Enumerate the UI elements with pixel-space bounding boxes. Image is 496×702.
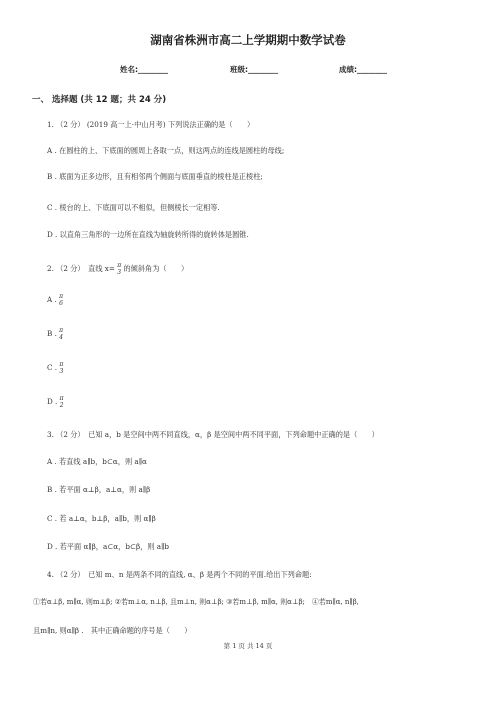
option-label: C .: [47, 363, 58, 372]
question-2-stem: [47, 262, 188, 276]
question-1-stem: 1. （2 分） (2019 高一上·中山月考) 下列说法正确的是（ ）: [47, 120, 255, 129]
fraction-pi-over-2: [60, 395, 64, 409]
question-2-option-c: [47, 361, 63, 375]
fraction-denominator: 3: [117, 269, 122, 276]
question-4-stem: 4. （2 分） 已知 m、n 是两条不同的直线, α、β 是两个不同的平面.给出下列命题:: [47, 570, 312, 579]
page-footer: 第 1 页 共 14 页: [223, 642, 273, 650]
fraction-numerator: π: [59, 327, 64, 334]
question-3-option-c: C . 若 a⊥α，b⊥β，a∥b，则 α∥β: [47, 514, 156, 523]
fraction-numerator: π: [59, 293, 64, 300]
question-3-option-d: D . 若平面 α∥β，a⊂α，b⊂β，则 a∥b: [47, 542, 169, 551]
question-2-stem-prefix: 2. （2 分） 直线 x=: [47, 264, 115, 273]
question-1-option-b: B . 底面为正多边形，且有相邻两个侧面与底面垂直的棱柱是正棱柱;: [47, 172, 263, 181]
question-2-option-a: [47, 293, 63, 307]
question-1-option-a: A . 在圆柱的上、下底面的圆周上各取一点，则这两点的连线是圆柱的母线;: [47, 146, 285, 155]
fraction-pi-over-3: [117, 262, 121, 276]
question-1-option-d: D . 以直角三角形的一边所在直线为轴旋转所得的旋转体是圆锥.: [47, 230, 249, 239]
fraction-numerator: π: [117, 262, 122, 269]
question-3-option-a: A . 若直线 a∥b，b⊂α，则 a∥α: [47, 457, 147, 466]
page-title: 湖南省株洲市高二上学期期中数学试卷: [150, 33, 346, 47]
question-4-propositions: ①若α⊥β, m∥α, 则m⊥β; ②若m⊥α, n⊥β, 且m⊥n, 则α⊥β; ③若m⊥β, m∥α, 则α⊥β; ④若m∥α, n∥β,: [33, 598, 359, 606]
fraction-denominator: 6: [59, 300, 63, 307]
class-field-label: 班级:________: [230, 65, 278, 74]
fraction-numerator: π: [59, 361, 64, 368]
question-3-stem: 3. （2 分） 已知 a，b 是空间中两不同直线，α，β 是空间中两不同平面，下列命题中正确的是（ ）: [47, 430, 379, 439]
question-4-prompt: 且m∥n, 则α∥β . 其中正确命题的序号是（ ）: [33, 626, 192, 635]
score-field-label: 成绩:________: [339, 65, 387, 74]
question-2-option-b: [47, 327, 63, 341]
section-heading: 一、 选择题 (共 12 题；共 24 分): [32, 95, 167, 105]
fraction-denominator: 2: [59, 402, 64, 409]
option-label: D .: [47, 397, 58, 406]
option-label: B .: [47, 329, 57, 338]
fraction-pi-over-3: [59, 361, 63, 375]
question-2-stem-suffix: 的倾斜角为（ ）: [123, 264, 189, 273]
fraction-denominator: 4: [59, 334, 64, 341]
question-1-option-c: C . 棱台的上、下底面可以不相似，但侧棱长一定相等.: [47, 203, 220, 212]
option-label: A .: [47, 295, 57, 304]
name-field-label: 姓名:________: [120, 65, 168, 74]
fraction-pi-over-6: [59, 293, 63, 307]
question-3-option-b: B . 若平面 α⊥β，a⊥α，则 a∥β: [47, 485, 151, 494]
fraction-numerator: π: [59, 395, 64, 402]
fraction-denominator: 3: [59, 368, 64, 375]
question-2-option-d: [47, 395, 64, 409]
fraction-pi-over-4: [59, 327, 63, 341]
